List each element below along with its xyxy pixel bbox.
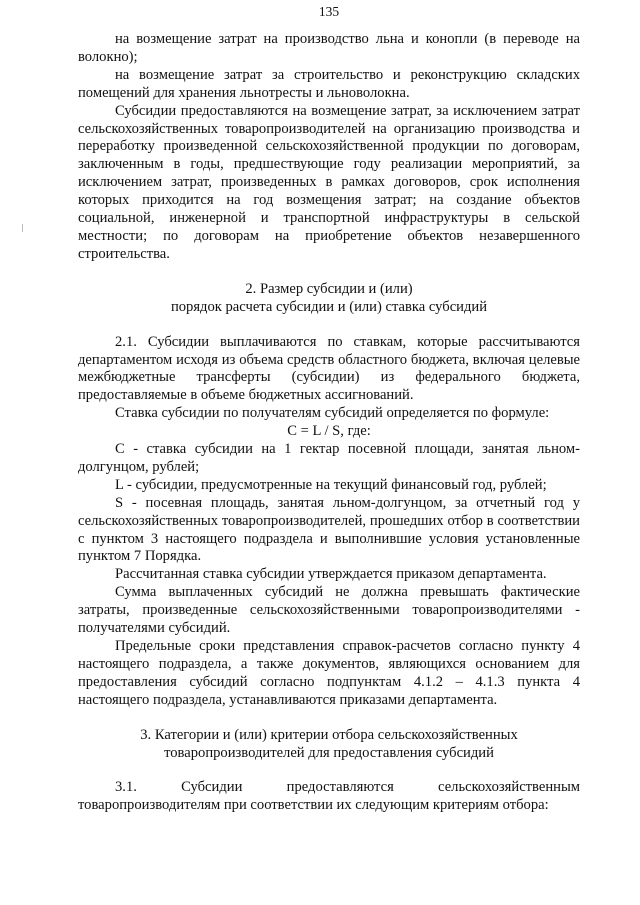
paragraph: Сумма выплаченных субсидий не должна превышать фактические затраты, произведенные сельскохозяйственными товаропроизводителями - получателями субсидий. (78, 584, 580, 637)
section-title-line: 3. Категории и (или) критерии отбора сельскохозяйственных (140, 726, 518, 743)
scan-mark (22, 224, 23, 232)
paragraph: С - ставка субсидии на 1 гектар посевной площади, занятая льном-долгунцом, рублей; (78, 441, 580, 475)
paragraph: Субсидии предоставляются на возмещение затрат, за исключением затрат сельскохозяйственных товаропроизводителей на организацию производства и переработку произведенной сельскохозяйственной продукции по договорам, заключенным в годы, предшествующие году реализации мероприятий, за исключением затрат, произведенных в рамках договоров, срок исполнения которых приходится на год возмещения затрат; на создание объектов социальной, инженерной и транспортной инфраструктуры в сельской местности; по договорам на приобретение объектов незавершенного строительства. (78, 102, 580, 262)
paragraph: 2.1. Субсидии выплачиваются по ставкам, которые рассчитываются департаментом исходя из объема средств областного бюджета, включая целевые межбюджетные трансферты (субсидии) из федерального бюджета, предоставляемые в объеме бюджетных ассигнований. (78, 333, 580, 404)
formula: С = L / S, где: (287, 423, 371, 440)
paragraph: L - субсидии, предусмотренные на текущий финансовый год, рублей; (115, 476, 547, 493)
section-3-heading (78, 727, 580, 763)
section-title-line: порядок расчета субсидии и (или) ставка субсидий (170, 298, 488, 315)
section-title-line: товаропроизводителей для предоставления субсидий (164, 744, 494, 761)
paragraph: Предельные сроки представления справок-расчетов согласно пункту 4 настоящего подраздела, а также документов, являющихся основанием для предоставления субсидий согласно подпунктам 4.1.2 – 4.1.3 пункта 4 настоящего подраздела, устанавливаются приказами департамента. (78, 638, 580, 708)
page-number: 135 (318, 4, 340, 19)
paragraph: на возмещение затрат на производство льна и конопли (в переводе на волокно); (78, 31, 580, 65)
paragraph: 3.1. Субсидии предоставляются сельскохозяйственным (115, 779, 580, 796)
paragraph: товаропроизводителям при соответствии их следующим критериям отбора: (78, 797, 549, 814)
section-title-line: 2. Размер субсидии и (или) (245, 280, 413, 297)
document-body (78, 31, 580, 815)
section-2-heading (78, 281, 580, 317)
paragraph: на возмещение затрат за строительство и реконструкцию складских помещений для хранения льнотресты и льноволокна. (78, 66, 580, 101)
paragraph: S - посевная площадь, занятая льном-долгунцом, за отчетный год у сельскохозяйственных товаропроизводителей, прошедших отбор в соответствии с пунктом 3 настоящего подраздела и выполнившие условия установленные пунктом 7 Порядка. (78, 494, 580, 565)
paragraph: Рассчитанная ставка субсидии утверждается приказом департамента. (115, 566, 547, 583)
paragraph: Ставка субсидии по получателям субсидий определяется по формуле: (115, 405, 550, 422)
